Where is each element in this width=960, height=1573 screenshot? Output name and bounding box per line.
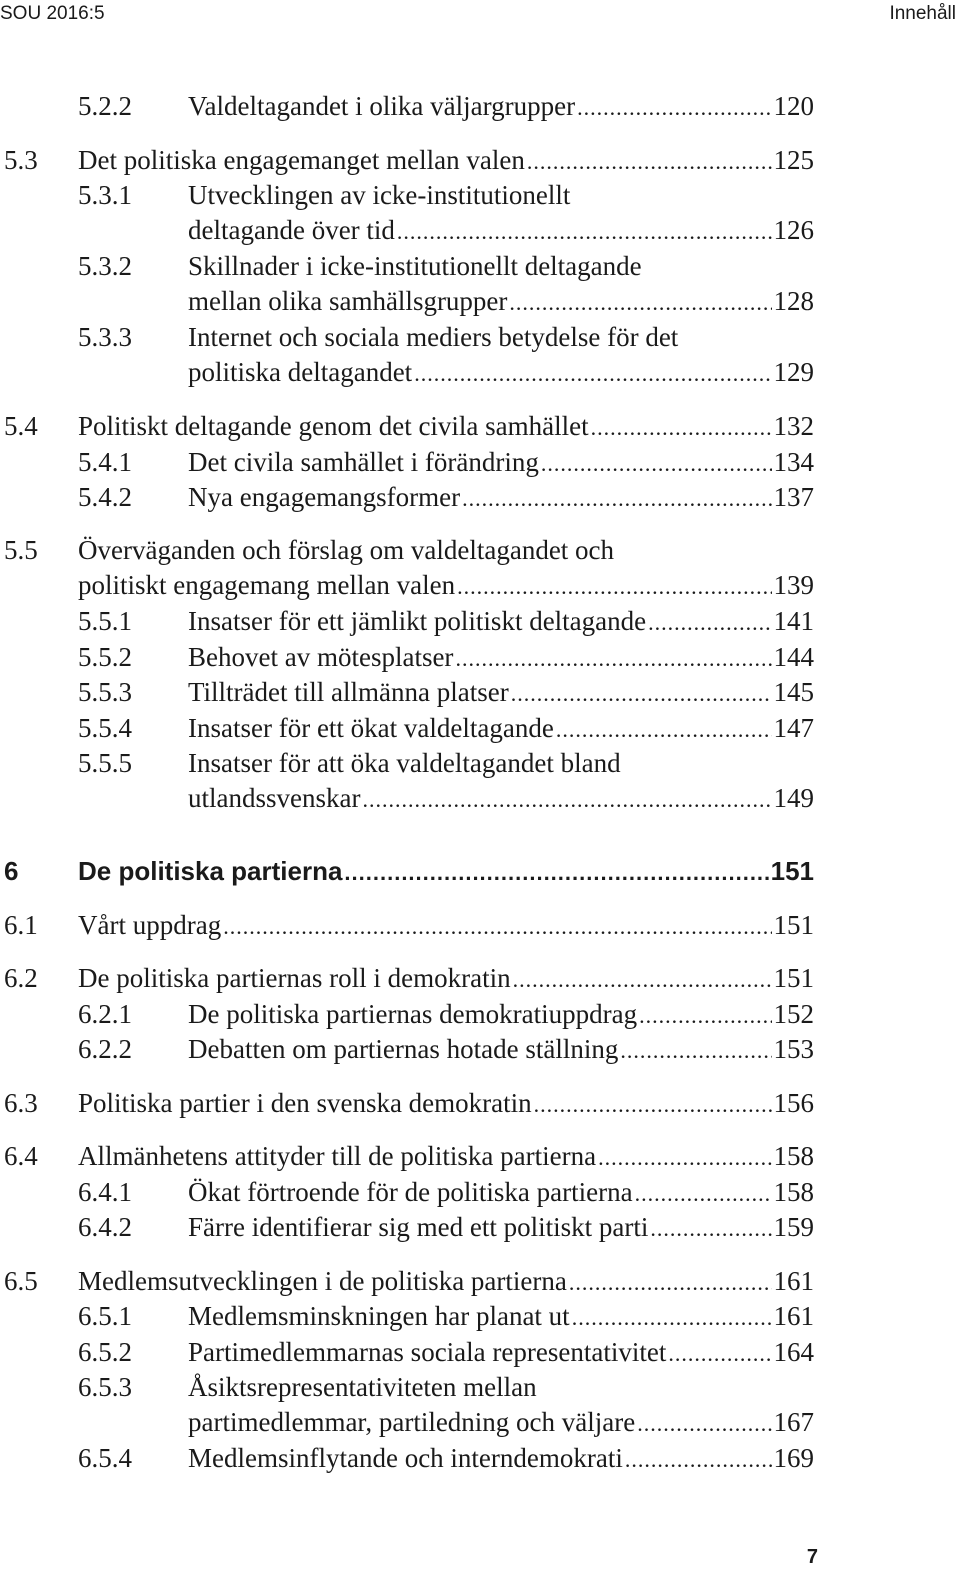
dot-leader xyxy=(455,642,771,676)
dot-leader xyxy=(625,1443,772,1477)
toc-entry-number: 6.2.2 xyxy=(78,1034,132,1064)
dot-leader xyxy=(513,963,772,997)
toc-entry-title: Internet och sociala mediers betydelse för det xyxy=(188,322,679,352)
toc-entry-title: Politiska partier i den svenska demokratin xyxy=(78,1088,532,1118)
toc-entry-number: 6.2 xyxy=(4,963,38,993)
toc-entry-page: 126 xyxy=(773,215,814,245)
toc-entry-title: Det civila samhället i förändring xyxy=(188,447,539,477)
dot-leader xyxy=(527,145,772,179)
toc-entry-title-line2: politiskt engagemang mellan valen xyxy=(78,570,456,600)
toc-entry-title-line2: deltagande över tid xyxy=(188,215,395,245)
toc-entry-page: 128 xyxy=(773,286,814,316)
toc-entry-title: Färre identifierar sig med ett politiskt parti xyxy=(188,1212,649,1242)
running-header-left: SOU 2016:5 xyxy=(0,3,105,24)
toc-entry-number: 5.5.3 xyxy=(78,677,132,707)
dot-leader xyxy=(598,1141,771,1175)
toc-entry-number: 5.3.2 xyxy=(78,251,132,281)
toc-entry-number: 5.3.1 xyxy=(78,180,132,210)
dot-leader xyxy=(511,677,772,711)
toc-entry-page: 159 xyxy=(773,1212,814,1242)
toc-entry-title: Partimedlemmarnas sociala representativitet xyxy=(188,1337,667,1367)
toc-entry-page: 158 xyxy=(773,1141,814,1171)
toc-entry-page: 161 xyxy=(773,1266,814,1296)
toc-entry-title: De politiska partiernas roll i demokratin xyxy=(78,963,511,993)
toc-entry-page: 167 xyxy=(773,1407,814,1437)
toc-entry-number: 5.3 xyxy=(4,145,38,175)
dot-leader xyxy=(397,215,772,249)
dot-leader xyxy=(569,1266,772,1300)
dot-leader xyxy=(635,1177,772,1211)
dot-leader xyxy=(223,910,771,944)
toc-entry-title: Åsiktsrepresentativiteten mellan xyxy=(188,1372,537,1402)
toc-entry-number: 6.5.4 xyxy=(78,1443,132,1473)
toc-entry-number: 6.4.1 xyxy=(78,1177,132,1207)
toc-entry-page: 137 xyxy=(773,482,814,512)
toc-entry-page: 134 xyxy=(773,447,814,477)
dot-leader xyxy=(591,411,772,445)
toc-entry-title: Medlemsinflytande och interndemokrati xyxy=(188,1443,623,1473)
toc-entry-number: 6.5.2 xyxy=(78,1337,132,1367)
toc-entry-title-line2: politiska deltagandet xyxy=(188,357,413,387)
toc-entry-number: 6.2.1 xyxy=(78,999,132,1029)
toc-entry-page: 152 xyxy=(773,999,814,1029)
toc-entry-title: Insatser för ett jämlikt politiskt deltagande xyxy=(188,606,647,636)
toc-entry-number: 6.4.2 xyxy=(78,1212,132,1242)
toc-entry-title: Politiskt deltagande genom det civila samhället xyxy=(78,411,589,441)
toc-entry-title: Tillträdet till allmänna platser xyxy=(188,677,509,707)
dot-leader xyxy=(362,783,771,817)
toc-entry-number: 5.4 xyxy=(4,411,38,441)
toc-entry-page: 164 xyxy=(773,1337,814,1367)
toc-entry-page: 158 xyxy=(773,1177,814,1207)
toc-entry-number: 6.1 xyxy=(4,910,38,940)
running-header-right: Innehåll xyxy=(889,3,956,24)
dot-leader xyxy=(541,447,772,481)
dot-leader xyxy=(639,999,771,1033)
toc-entry-number: 5.5.2 xyxy=(78,642,132,672)
toc-entry-title: De politiska partierna xyxy=(78,856,343,886)
page-number: 7 xyxy=(806,1546,818,1568)
dot-leader xyxy=(620,1034,771,1068)
dot-leader xyxy=(457,570,771,604)
toc-entry-title: De politiska partiernas demokratiuppdrag xyxy=(188,999,638,1029)
toc-entry-page: 151 xyxy=(773,910,814,940)
dot-leader xyxy=(414,357,771,391)
dot-leader xyxy=(577,91,771,125)
toc-entry-page: 129 xyxy=(773,357,814,387)
dot-leader xyxy=(344,856,768,890)
toc-entry-number: 5.4.2 xyxy=(78,482,132,512)
dot-leader xyxy=(509,286,771,320)
toc-entry-title: Behovet av mötesplatser xyxy=(188,642,454,672)
toc-entry-page: 141 xyxy=(773,606,814,636)
toc-entry-number: 6.5 xyxy=(4,1266,38,1296)
toc-entry-number: 5.5 xyxy=(4,535,38,565)
dot-leader xyxy=(462,482,771,516)
dot-leader xyxy=(534,1088,772,1122)
toc-entry-number: 5.2.2 xyxy=(78,91,132,121)
toc-entry-number: 5.5.4 xyxy=(78,713,132,743)
toc-entry-number: 6 xyxy=(4,856,19,886)
toc-entry-title: Medlemsminskningen har planat ut xyxy=(188,1301,570,1331)
toc-entry-page: 169 xyxy=(773,1443,814,1473)
toc-entry-page: 120 xyxy=(773,91,814,121)
toc-entry-number: 6.4 xyxy=(4,1141,38,1171)
toc-entry-page: 125 xyxy=(773,145,814,175)
dot-leader xyxy=(650,1212,771,1246)
toc-entry-title: Det politiska engagemanget mellan valen xyxy=(78,145,525,175)
toc-entry-page: 149 xyxy=(773,783,814,813)
dot-leader xyxy=(556,713,772,747)
toc-entry-title: Vårt uppdrag xyxy=(78,910,222,940)
toc-entry-title: Överväganden och förslag om valdeltagandet och xyxy=(78,535,615,565)
toc-entry-page: 151 xyxy=(770,856,814,886)
dot-leader xyxy=(648,606,771,640)
toc-entry-page: 139 xyxy=(773,570,814,600)
toc-entry-title: Valdeltagandet i olika väljargrupper xyxy=(188,91,576,121)
dot-leader xyxy=(572,1301,772,1335)
toc-entry-title: Insatser för att öka valdeltagandet bland xyxy=(188,748,621,778)
toc-entry-page: 161 xyxy=(773,1301,814,1331)
toc-entry-number: 5.4.1 xyxy=(78,447,132,477)
toc-entry-title: Ökat förtroende för de politiska partierna xyxy=(188,1177,633,1207)
toc-entry-title: Medlemsutvecklingen i de politiska partierna xyxy=(78,1266,567,1296)
toc-entry-page: 156 xyxy=(773,1088,814,1118)
toc-entry-page: 144 xyxy=(773,642,814,672)
toc-entry-title: Utvecklingen av icke-institutionellt xyxy=(188,180,571,210)
toc-entry-number: 5.3.3 xyxy=(78,322,132,352)
toc-entry-page: 147 xyxy=(773,713,814,743)
toc-entry-page: 151 xyxy=(773,963,814,993)
toc-entry-page: 145 xyxy=(773,677,814,707)
toc-entry-title: Debatten om partiernas hotade ställning xyxy=(188,1034,619,1064)
toc-entry-title-line2: utlandssvenskar xyxy=(188,783,361,813)
toc-entry-page: 132 xyxy=(773,411,814,441)
toc-entry-title-line2: mellan olika samhällsgrupper xyxy=(188,286,508,316)
dot-leader xyxy=(637,1407,771,1441)
toc-entry-title-line2: partimedlemmar, partiledning och väljare xyxy=(188,1407,636,1437)
toc-entry-title: Allmänhetens attityder till de politiska partierna xyxy=(78,1141,597,1171)
dot-leader xyxy=(668,1337,771,1371)
toc-entry-number: 6.5.1 xyxy=(78,1301,132,1331)
toc-entry-number: 6.3 xyxy=(4,1088,38,1118)
toc-entry-number: 5.5.1 xyxy=(78,606,132,636)
toc-entry-title: Insatser för ett ökat valdeltagande xyxy=(188,713,554,743)
toc-entry-number: 6.5.3 xyxy=(78,1372,132,1402)
toc-entry-title: Skillnader i icke-institutionellt deltagande xyxy=(188,251,642,281)
toc-entry-page: 153 xyxy=(773,1034,814,1064)
toc-entry-title: Nya engagemangsformer xyxy=(188,482,461,512)
toc-entry-number: 5.5.5 xyxy=(78,748,132,778)
